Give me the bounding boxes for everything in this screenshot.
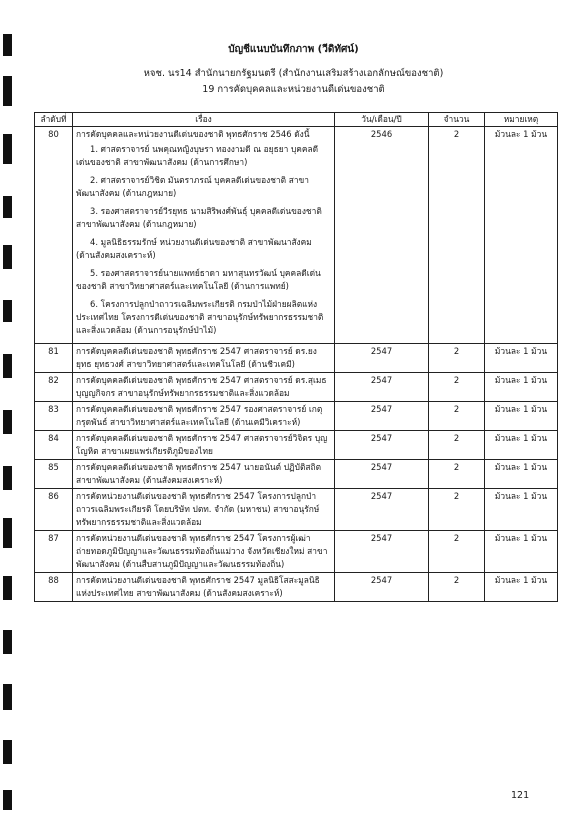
- row-quantity: 2: [429, 489, 485, 531]
- scan-mark: [3, 354, 12, 378]
- row-subject: การคัดบุคคลดีเด่นของชาติ พุทธศักราช 2547 ศาสตราจารย์วิจิตร บุญโญหิต สาขาเผยแพร่เกียรติภูมิของไทย: [73, 431, 335, 460]
- table-row: [35, 402, 558, 431]
- list-item: 4. มูลนิธิธรรมรักษ์ หน่วยงานดีเด่นของชาติ สาขาพัฒนาสังคม (ด้านสังคมสงเคราะห์): [76, 237, 312, 260]
- page-number: 121: [511, 790, 530, 801]
- row-remarks: ม้วนละ 1 ม้วน: [485, 431, 558, 460]
- row-quantity: 2: [429, 402, 485, 431]
- scan-mark: [3, 740, 12, 764]
- scan-mark: [3, 196, 12, 218]
- table-row: [35, 127, 558, 344]
- row-date: 2547: [335, 344, 429, 373]
- row-number: 85: [35, 460, 73, 489]
- row-subject: การคัดบุคคลดีเด่นของชาติ พุทธศักราช 2547 นายอนันต์ ปฏิบัติสถิต สาขาพัฒนาสังคม (ด้านสังคมสงเคราะห์): [73, 460, 335, 489]
- row-remarks: ม้วนละ 1 ม้วน: [485, 373, 558, 402]
- row-title: การคัดบุคคลและหน่วยงานดีเด่นของชาติ พุทธศักราช 2546 ดังนี้: [76, 129, 310, 139]
- table-row: [35, 489, 558, 531]
- scan-mark: [3, 134, 12, 164]
- row-number: 84: [35, 431, 73, 460]
- column-header-number: ลำดับที่: [35, 113, 73, 127]
- column-header-subject: เรื่อง: [73, 113, 335, 127]
- row-date: 2547: [335, 489, 429, 531]
- scan-mark: [3, 245, 12, 269]
- row-remarks: ม้วนละ 1 ม้วน: [485, 573, 558, 602]
- row-quantity: 2: [429, 531, 485, 573]
- scan-mark: [3, 630, 12, 654]
- row-subject: [73, 127, 335, 344]
- row-remarks: ม้วนละ 1 ม้วน: [485, 531, 558, 573]
- row-date: 2547: [335, 531, 429, 573]
- scan-mark: [3, 466, 12, 490]
- row-quantity: 2: [429, 431, 485, 460]
- row-subject: การคัดบุคคลดีเด่นของชาติ พุทธศักราช 2547 รองศาสตราจารย์ เกตุ กรุดพันธ์ สาขาวิทยาศาสตร์และเทคโนโลยี (ด้านเคมีวิเคราะห์): [73, 402, 335, 431]
- scan-mark: [3, 410, 12, 434]
- column-header-quantity: จำนวน: [429, 113, 485, 127]
- row-subject: การคัดบุคคลดีเด่นของชาติ พุทธศักราช 2547 ศาสตราจารย์ ดร.สุเมธ บุญญกิจกร สาขาอนุรักษ์ทรัพยากรธรรมชาติและสิ่งแวดล้อม: [73, 373, 335, 402]
- row-number: 87: [35, 531, 73, 573]
- list-item: 1. ศาสตราจารย์ นพคุณหญิงบุษรา ทองงามดี ณ อยุธยา บุคคลดีเด่นของชาติ สาขาพัฒนาสังคม (ด้านการศึกษา): [76, 144, 319, 167]
- scan-mark: [3, 518, 12, 548]
- row-number: 83: [35, 402, 73, 431]
- list-item: 5. รองศาสตราจารย์นายแพทย์ธาดา มหาสุนทรวัฒน์ บุคคลดีเด่นของชาติ สาขาวิทยาศาสตร์และเทคโนโลยี (ด้านการแพทย์): [76, 268, 321, 291]
- list-item: 6. โครงการปลูกป่าถาวรเฉลิมพระเกียรติ กรมป่าไม้ฝ่ายผลิตแห่งประเทศไทย โครงการดีเด่นของชาติ สาขาอนุรักษ์ทรัพยากรธรรมชาติและสิ่งแวดล้อม (ด้านการอนุรักษ์ป่าไม้): [76, 299, 324, 335]
- row-remarks: ม้วนละ 1 ม้วน: [485, 489, 558, 531]
- table-row: [35, 573, 558, 602]
- list-item: 2. ศาสตราจารย์วิชิต มันตราภรณ์ บุคคลดีเด่นของชาติ สาขาพัฒนาสังคม (ด้านกฎหมาย): [76, 175, 309, 198]
- row-number: 81: [35, 344, 73, 373]
- document-title: บัญชีแนบบันทึกภาพ (วีดิทัศน์): [228, 44, 359, 55]
- row-date: 2546: [335, 127, 429, 344]
- table-row: [35, 344, 558, 373]
- row-number: 82: [35, 373, 73, 402]
- row-quantity: 2: [429, 460, 485, 489]
- row-subject: การคัดหน่วยงานดีเด่นของชาติ พุทธศักราช 2547 โครงการปลูกป่าถาวรเฉลิมพระเกียรติ โดยบริษัท ปตท. จำกัด (มหาชน) สาขาอนุรักษ์ทรัพยากรธรรมชาติและสิ่งแวดล้อม: [73, 489, 335, 531]
- row-number: 88: [35, 573, 73, 602]
- row-date: 2547: [335, 460, 429, 489]
- row-date: 2547: [335, 373, 429, 402]
- scan-mark: [3, 684, 12, 710]
- row-remarks: ม้วนละ 1 ม้วน: [485, 460, 558, 489]
- document-subtitle-section: 19 การคัดบุคคลและหน่วยงานดีเด่นของชาติ: [202, 84, 385, 95]
- row-date: 2547: [335, 402, 429, 431]
- table-row: [35, 460, 558, 489]
- row-remarks: ม้วนละ 1 ม้วน: [485, 344, 558, 373]
- column-header-date: วัน/เดือน/ปี: [335, 113, 429, 127]
- scan-mark: [3, 576, 12, 600]
- row-date: 2547: [335, 431, 429, 460]
- table-row: [35, 431, 558, 460]
- row-subject: การคัดบุคคลดีเด่นของชาติ พุทธศักราช 2547 ศาสตราจารย์ ดร.ยงยุทธ ยุทธวงศ์ สาขาวิทยาศาสตร์และเทคโนโลยี (ด้านชีวเคมี): [73, 344, 335, 373]
- table-row: [35, 531, 558, 573]
- row-quantity: 2: [429, 344, 485, 373]
- document-subtitle-agency: หจช. นร14 สำนักนายกรัฐมนตรี (สำนักงานเสริมสร้างเอกลักษณ์ของชาติ): [143, 68, 444, 79]
- record-table: [34, 112, 558, 602]
- row-number: 86: [35, 489, 73, 531]
- row-remarks: ม้วนละ 1 ม้วน: [485, 127, 558, 344]
- table-header-row: [35, 113, 558, 127]
- sub-item-list: [76, 143, 331, 337]
- column-header-remarks: หมายเหตุ: [485, 113, 558, 127]
- row-quantity: 2: [429, 127, 485, 344]
- row-remarks: ม้วนละ 1 ม้วน: [485, 402, 558, 431]
- list-item: 3. รองศาสตราจารย์วีรยุทธ นามสิริพงศ์พันธุ์ บุคคลดีเด่นของชาติ สาขาพัฒนาสังคม (ด้านกฎหมาย): [76, 206, 322, 229]
- row-quantity: 2: [429, 573, 485, 602]
- row-date: 2547: [335, 573, 429, 602]
- table-row: [35, 373, 558, 402]
- row-subject: การคัดหน่วยงานดีเด่นของชาติ พุทธศักราช 2547 มูลนิธิโสสะมูลนิธิแห่งประเทศไทย สาขาพัฒนาสังคม (ด้านสังคมสงเคราะห์): [73, 573, 335, 602]
- scan-mark: [3, 790, 12, 810]
- row-subject: การคัดหน่วยงานดีเด่นของชาติ พุทธศักราช 2547 โครงการผู้เฒ่าถ่ายทอดภูมิปัญญาและวัฒนธรรมท้องถิ่นแม่วาง จังหวัดเชียงใหม่ สาขาพัฒนาสังคม (ด้านสืบสานภูมิปัญญาและวัฒนธรรมท้องถิ่น): [73, 531, 335, 573]
- row-number: 80: [35, 127, 73, 344]
- scan-mark: [3, 300, 12, 322]
- row-quantity: 2: [429, 373, 485, 402]
